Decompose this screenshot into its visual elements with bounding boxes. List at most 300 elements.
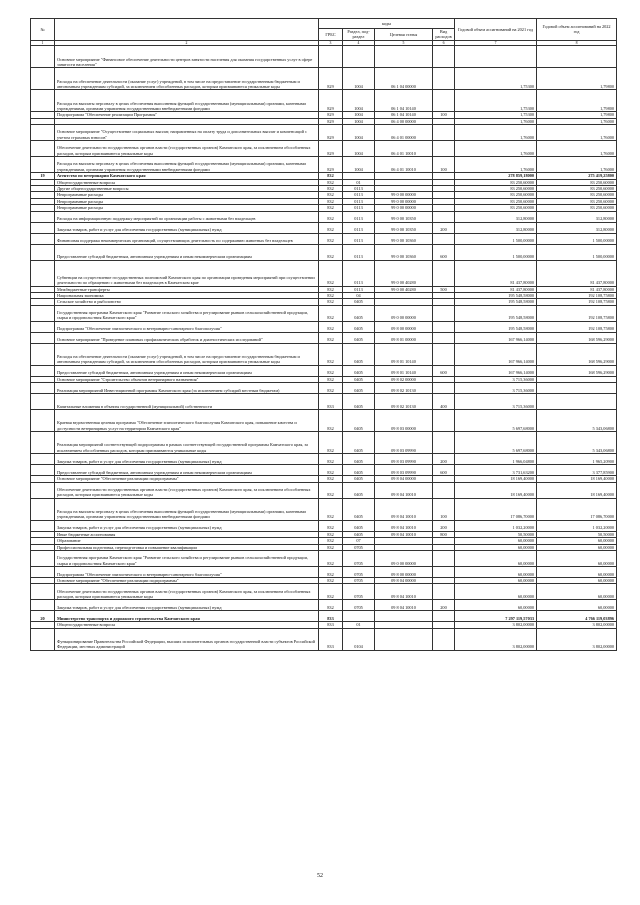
row-vid <box>433 233 455 244</box>
row-target: 99 0 00 10360 <box>375 233 433 244</box>
row-number <box>31 584 55 600</box>
table-row <box>31 498 617 520</box>
row-amount-2022: 5 343,06800 <box>537 432 617 454</box>
row-target: 06 4 00 00000 <box>375 118 433 124</box>
row-name: Закупка товаров, работ и услуг для обеспечения государственных (муниципальных) нужд <box>55 454 319 465</box>
header-target: Целевая статья <box>375 29 433 41</box>
row-razdel: 0113 <box>343 233 375 244</box>
row-number <box>31 90 55 112</box>
row-name: Обеспечение деятельности государственных органов власти (государственных органов) Камчатского края, за исключением обособленных расходов, которым присваиваются уникальные коды <box>55 141 319 157</box>
row-vid: 100 <box>433 157 455 173</box>
row-grbs: 829 <box>319 141 343 157</box>
row-amount-2021: 83 250,60000 <box>455 205 537 211</box>
row-razdel: 1004 <box>343 90 375 112</box>
row-name: Основное мероприятие "Обеспечение реализации подпрограммы" <box>55 577 319 583</box>
row-target: 99 0 00 10360 <box>375 244 433 260</box>
row-razdel: 0104 <box>343 628 375 650</box>
colnum-2: 2 <box>55 40 319 46</box>
table-row <box>31 260 617 286</box>
row-amount-2022: 312,80000 <box>537 222 617 233</box>
document-page <box>30 18 616 651</box>
row-target: 99 0 00 40280 <box>375 286 433 292</box>
row-amount-2021 <box>455 46 537 68</box>
row-target: 09 8 04 10010 <box>375 482 433 498</box>
row-grbs: 833 <box>319 394 343 410</box>
row-grbs: 833 <box>319 622 343 628</box>
row-number <box>31 498 55 520</box>
row-vid <box>433 321 455 332</box>
row-razdel: 0405 <box>343 299 375 305</box>
row-amount-2021: 1 032,20000 <box>455 520 537 531</box>
row-number: 19 <box>31 173 55 179</box>
row-name: Общегосударственные вопросы <box>55 179 319 185</box>
row-number <box>31 211 55 222</box>
row-grbs: 832 <box>319 198 343 204</box>
row-amount-2021: 17 086,70000 <box>455 498 537 520</box>
row-amount-2021: 1,76000 <box>455 125 537 141</box>
table-row <box>31 465 617 476</box>
row-name: Основное мероприятие "Финансовое обеспечение деятельности центров занятости населения для оказания государственных услуг в сфере занятости населения" <box>55 46 319 68</box>
page-number: 52 <box>317 873 323 879</box>
row-vid: 200 <box>433 222 455 233</box>
table-row <box>31 305 617 321</box>
table-row <box>31 383 617 394</box>
row-name: Основное мероприятие "Проведение плановых профилактических обработок и диагностических исследований" <box>55 332 319 343</box>
row-name: Расходы на обеспечение деятельности (оказание услуг) учреждений, в том числе на предоставление государственным бюджетным и автономным учреждениям субсидий, за исключением обособленных расходов, которым присваиваются уникальные коды <box>55 343 319 365</box>
row-amount-2021: 60,00000 <box>455 538 537 544</box>
row-name: Предоставление субсидий бюджетным, автономным учреждениям и иным некоммерческим организациям <box>55 465 319 476</box>
table-row <box>31 566 617 577</box>
row-number <box>31 454 55 465</box>
row-amount-2021: 5 697,68000 <box>455 410 537 432</box>
row-name: Общегосударственные вопросы <box>55 622 319 628</box>
row-target: 99 0 00 10350 <box>375 222 433 233</box>
row-number <box>31 343 55 365</box>
row-grbs: 832 <box>319 465 343 476</box>
row-number <box>31 482 55 498</box>
row-target: 09 8 01 10140 <box>375 365 433 376</box>
row-number <box>31 68 55 90</box>
row-amount-2022: 17 086,70000 <box>537 498 617 520</box>
row-target: 06 1 04 00000 <box>375 68 433 90</box>
row-amount-2022: 60,00000 <box>537 566 617 577</box>
row-vid <box>433 550 455 566</box>
row-target: 09 8 00 00000 <box>375 566 433 577</box>
row-amount-2021: 167 966,14000 <box>455 332 537 343</box>
row-razdel: 0705 <box>343 600 375 611</box>
row-amount-2021: 195 548,58000 <box>455 305 537 321</box>
row-number <box>31 157 55 173</box>
row-amount-2022: 192 108,75800 <box>537 321 617 332</box>
row-target: 09 8 02 10130 <box>375 383 433 394</box>
row-target <box>375 46 433 68</box>
table-row <box>31 611 617 622</box>
table-row <box>31 628 617 650</box>
row-vid: 100 <box>433 498 455 520</box>
row-name: Подпрограмма "Обеспечение эпизоотического и ветеринарно-санитарного благополучия" <box>55 566 319 577</box>
row-amount-2022: 1,76000 <box>537 125 617 141</box>
row-amount-2021: 3 802,00000 <box>455 622 537 628</box>
row-vid: 200 <box>433 520 455 531</box>
row-razdel: 0113 <box>343 222 375 233</box>
row-target: 09 8 00 00000 <box>375 321 433 332</box>
row-amount-2021: 312,80000 <box>455 211 537 222</box>
row-number <box>31 141 55 157</box>
row-amount-2021: 60,00000 <box>455 550 537 566</box>
row-target: 06 1 04 10140 <box>375 90 433 112</box>
row-target: 09 0 00 00000 <box>375 305 433 321</box>
row-name: Закупка товаров, работ и услуг для обеспечения государственных (муниципальных) нужд <box>55 222 319 233</box>
row-grbs: 832 <box>319 454 343 465</box>
row-number <box>31 222 55 233</box>
row-amount-2022: 18 169,40000 <box>537 476 617 482</box>
row-amount-2021: 81 437,80000 <box>455 260 537 286</box>
row-amount-2022: 83 250,60000 <box>537 198 617 204</box>
row-grbs: 832 <box>319 260 343 286</box>
row-grbs: 832 <box>319 293 343 299</box>
row-grbs: 832 <box>319 173 343 179</box>
budget-table <box>30 18 617 651</box>
row-number <box>31 432 55 454</box>
row-name: Реализация мероприятий соответствующей подпрограммы в рамках соответствующей государственной программы Камчатского края, за исключением обособленных расходов, которым присваиваются уникальные коды <box>55 432 319 454</box>
row-number <box>31 321 55 332</box>
row-vid: 800 <box>433 531 455 537</box>
row-name: Государственная программа Камчатского края "Развитие сельского хозяйства и регулирование рынков сельскохозяйственной продукции, сырья и продовольствия Камчатского края" <box>55 550 319 566</box>
row-vid <box>433 141 455 157</box>
table-row <box>31 410 617 432</box>
colnum-8: 8 <box>537 40 617 46</box>
row-razdel: 0405 <box>343 454 375 465</box>
row-amount-2022: 18 169,40000 <box>537 482 617 498</box>
row-grbs: 829 <box>319 157 343 173</box>
row-razdel: 0113 <box>343 192 375 198</box>
row-number <box>31 46 55 68</box>
row-name: Агентство по ветеринарии Камчатского края <box>55 173 319 179</box>
row-amount-2022: 81 437,80000 <box>537 286 617 292</box>
row-amount-2022: 4 766 119,03896 <box>537 611 617 622</box>
row-grbs: 829 <box>319 112 343 118</box>
row-target: 99 0 00 40280 <box>375 260 433 286</box>
row-amount-2022: 1,79800 <box>537 68 617 90</box>
table-row <box>31 343 617 365</box>
header-grbs: ГРБС <box>319 29 343 41</box>
row-name: Министерство транспорта и дорожного строительства Камчатского края <box>55 611 319 622</box>
row-amount-2022: 312,80000 <box>537 211 617 222</box>
row-vid <box>433 611 455 622</box>
row-razdel: 0405 <box>343 498 375 520</box>
row-amount-2021: 167 966,14000 <box>455 365 537 376</box>
row-vid <box>433 566 455 577</box>
row-amount-2021: 3 715,36000 <box>455 383 537 394</box>
row-name: Субвенции на осуществление государственных полномочий Камчатского края по организации проведения мероприятий при осуществлении деятельности по обращению с животными без владельцев в Камчатском крае <box>55 260 319 286</box>
row-razdel: 0113 <box>343 186 375 192</box>
row-name: Расходы на обеспечение деятельности (оказание услуг) учреждений, в том числе на предоставление государственным бюджетным и автономным учреждениям субсидий, за исключением обособленных расходов, которым присваиваются уникальные коды <box>55 68 319 90</box>
row-amount-2022: 1,76000 <box>537 141 617 157</box>
row-name: Расходы на информационную поддержку мероприятий по организации работы с животными без владельцев <box>55 211 319 222</box>
row-razdel: 0405 <box>343 365 375 376</box>
row-amount-2021: 1,76000 <box>455 157 537 173</box>
row-amount-2021: 1 500,00000 <box>455 244 537 260</box>
row-target: 06 4 01 00000 <box>375 125 433 141</box>
row-vid <box>433 125 455 141</box>
row-razdel: 0405 <box>343 476 375 482</box>
row-target: 99 0 00 00000 <box>375 192 433 198</box>
row-target: 06 4 01 10010 <box>375 157 433 173</box>
row-amount-2021: 195 548,58000 <box>455 293 537 299</box>
row-grbs: 832 <box>319 482 343 498</box>
row-grbs: 832 <box>319 476 343 482</box>
row-target: 09 8 04 10010 <box>375 600 433 611</box>
row-grbs: 832 <box>319 244 343 260</box>
row-vid <box>433 383 455 394</box>
header-codes: коды <box>319 19 455 29</box>
row-amount-2022: 1 500,00000 <box>537 233 617 244</box>
row-amount-2021: 3 715,36000 <box>455 394 537 410</box>
row-vid: 400 <box>433 394 455 410</box>
row-amount-2021: 60,00000 <box>455 566 537 577</box>
row-target: 09 8 04 00000 <box>375 577 433 583</box>
row-razdel: 0405 <box>343 432 375 454</box>
row-name: Закупка товаров, работ и услуг для обеспечения государственных (муниципальных) нужд <box>55 520 319 531</box>
row-amount-2021: 3 731,63200 <box>455 465 537 476</box>
row-name: Финансовая поддержка некоммерческих организаций, осуществляющих деятельность по содержанию животных без владельцев <box>55 233 319 244</box>
row-name: Реализация мероприятий Инвестиционной программы Камчатского края (за исключением субсидий местным бюджетам) <box>55 383 319 394</box>
row-razdel: 0113 <box>343 260 375 286</box>
row-name: Основное мероприятие "Обеспечение реализации подпрограммы" <box>55 476 319 482</box>
row-amount-2021: 1,76000 <box>455 118 537 124</box>
row-vid <box>433 68 455 90</box>
row-vid <box>433 46 455 68</box>
row-number <box>31 244 55 260</box>
row-grbs: 832 <box>319 205 343 211</box>
row-target: 99 0 00 00000 <box>375 205 433 211</box>
row-vid: 600 <box>433 365 455 376</box>
table-row <box>31 600 617 611</box>
row-amount-2021: 50,50000 <box>455 531 537 537</box>
row-target: 09 8 03 09990 <box>375 465 433 476</box>
row-name: Образование <box>55 538 319 544</box>
row-amount-2021: 83 250,60000 <box>455 186 537 192</box>
row-razdel: 01 <box>343 622 375 628</box>
header-2021: Годовой объем ассигнований на 2021 год <box>455 19 537 41</box>
table-row <box>31 550 617 566</box>
row-amount-2022: 60,00000 <box>537 584 617 600</box>
table-row <box>31 321 617 332</box>
table-row <box>31 157 617 173</box>
row-grbs: 832 <box>319 520 343 531</box>
row-razdel: 0113 <box>343 198 375 204</box>
row-name: Межбюджетные трансферты <box>55 286 319 292</box>
row-amount-2022 <box>537 383 617 394</box>
row-grbs: 832 <box>319 343 343 365</box>
table-row <box>31 584 617 600</box>
row-grbs: 829 <box>319 125 343 141</box>
row-razdel: 0705 <box>343 566 375 577</box>
row-razdel <box>343 46 375 68</box>
row-amount-2021: 18 169,40000 <box>455 482 537 498</box>
row-grbs: 832 <box>319 577 343 583</box>
row-name: Обеспечение деятельности государственных органов власти (государственных органов) Камчатского края, за исключением обособленных расходов, которым присваиваются уникальные коды <box>55 584 319 600</box>
row-target: 09 8 03 09990 <box>375 454 433 465</box>
row-amount-2021: 3 802,00000 <box>455 628 537 650</box>
row-amount-2022: 1,79800 <box>537 90 617 112</box>
table-row <box>31 482 617 498</box>
row-grbs: 832 <box>319 432 343 454</box>
row-name: Расходы на выплаты персоналу в целях обеспечения выполнения функций государственными (муниципальными) органами, казенными учреждениями, органами управления государственными внебюджетными фондами <box>55 498 319 520</box>
row-number <box>31 410 55 432</box>
row-amount-2022: 1 965,20900 <box>537 454 617 465</box>
row-target: 06 4 01 10010 <box>375 141 433 157</box>
row-vid: 100 <box>433 112 455 118</box>
row-vid: 200 <box>433 454 455 465</box>
row-grbs: 832 <box>319 566 343 577</box>
colnum-6: 6 <box>433 40 455 46</box>
row-target: 09 8 01 00000 <box>375 332 433 343</box>
row-amount-2022: 168 596,29000 <box>537 343 617 365</box>
row-amount-2021: 83 250,60000 <box>455 179 537 185</box>
row-grbs: 829 <box>319 90 343 112</box>
row-amount-2021: 195 548,58000 <box>455 299 537 305</box>
row-target: 09 8 02 00000 <box>375 376 433 382</box>
row-grbs: 832 <box>319 531 343 537</box>
row-target <box>375 628 433 650</box>
row-amount-2021: 1,75300 <box>455 90 537 112</box>
row-name: Функционирование Правительства Российской Федерации, высших исполнительных органов государственной власти субъектов Российской Федерации, местных администраций <box>55 628 319 650</box>
row-razdel: 07 <box>343 538 375 544</box>
row-name: Основное мероприятие "Строительство объектов ветеринарного назначения" <box>55 376 319 382</box>
row-vid <box>433 305 455 321</box>
row-razdel: 0705 <box>343 584 375 600</box>
row-amount-2022: 168 596,29000 <box>537 332 617 343</box>
row-name: Сельское хозяйство и рыболовство <box>55 299 319 305</box>
row-razdel: 0405 <box>343 520 375 531</box>
row-amount-2022: 50,50000 <box>537 531 617 537</box>
row-razdel: 1004 <box>343 112 375 118</box>
row-target: 99 0 00 00000 <box>375 198 433 204</box>
header-vid: Вид расходов <box>433 29 455 41</box>
row-grbs: 832 <box>319 538 343 544</box>
row-grbs: 832 <box>319 332 343 343</box>
row-razdel: 1004 <box>343 118 375 124</box>
row-amount-2021: 60,00000 <box>455 584 537 600</box>
table-row <box>31 454 617 465</box>
row-amount-2022: 83 250,60000 <box>537 186 617 192</box>
row-razdel: 0705 <box>343 577 375 583</box>
row-amount-2021: 83 250,60000 <box>455 192 537 198</box>
row-vid: 500 <box>433 286 455 292</box>
row-amount-2021: 195 548,58000 <box>455 321 537 332</box>
row-grbs: 832 <box>319 305 343 321</box>
row-amount-2021: 60,00000 <box>455 544 537 550</box>
table-row <box>31 125 617 141</box>
table-row <box>31 332 617 343</box>
row-number <box>31 305 55 321</box>
row-amount-2021: 60,00000 <box>455 577 537 583</box>
row-amount-2022: 60,00000 <box>537 544 617 550</box>
row-grbs: 829 <box>319 118 343 124</box>
row-target: 09 8 04 10010 <box>375 498 433 520</box>
row-amount-2022: 168 596,29000 <box>537 365 617 376</box>
row-razdel: 0113 <box>343 244 375 260</box>
row-amount-2022: 83 250,60000 <box>537 179 617 185</box>
row-name: Расходы на выплаты персоналу в целях обеспечения выполнения функций государственными (муниципальными) органами, казенными учреждениями, органами управления государственными внебюджетными фондами <box>55 90 319 112</box>
row-razdel: 0405 <box>343 332 375 343</box>
row-vid <box>433 332 455 343</box>
row-razdel: 1004 <box>343 141 375 157</box>
row-amount-2021: 18 169,40000 <box>455 476 537 482</box>
row-amount-2022 <box>537 394 617 410</box>
row-amount-2022: 83 250,60000 <box>537 205 617 211</box>
row-razdel: 0705 <box>343 544 375 550</box>
table-row <box>31 432 617 454</box>
row-vid <box>433 410 455 432</box>
row-name: Непрограммные расходы <box>55 205 319 211</box>
row-razdel: 0705 <box>343 550 375 566</box>
row-vid <box>433 432 455 454</box>
row-amount-2021: 3 715,36000 <box>455 376 537 382</box>
row-target: 09 8 04 10010 <box>375 520 433 531</box>
row-name: Непрограммные расходы <box>55 192 319 198</box>
row-razdel: 0405 <box>343 376 375 382</box>
row-name: Краевая ведомственная целевая программа "Обеспечение эпизоотического благополучия Камчатского края, повышение качества и доступности ветеринарных услуг на территории Камчатского края" <box>55 410 319 432</box>
row-vid <box>433 628 455 650</box>
row-number <box>31 394 55 410</box>
row-razdel: 01 <box>343 179 375 185</box>
table-row <box>31 46 617 68</box>
row-name: Предоставление субсидий бюджетным, автономным учреждениям и иным некоммерческим организациям <box>55 244 319 260</box>
row-target: 09 8 04 00000 <box>375 476 433 482</box>
colnum-1: 1 <box>31 40 55 46</box>
row-vid <box>433 584 455 600</box>
table-row <box>31 90 617 112</box>
row-name: Другие общегосударственные вопросы <box>55 186 319 192</box>
row-target: 09 8 04 10010 <box>375 531 433 537</box>
header-razdel: Раздел, под-раздел <box>343 29 375 41</box>
row-amount-2022: 3 802,00000 <box>537 628 617 650</box>
row-amount-2022: 1,76000 <box>537 157 617 173</box>
row-grbs: 832 <box>319 179 343 185</box>
row-amount-2021: 167 966,14000 <box>455 343 537 365</box>
row-target: 06 1 04 10140 <box>375 112 433 118</box>
row-target <box>375 611 433 622</box>
row-amount-2022: 275 419,25800 <box>537 173 617 179</box>
row-amount-2021: 1,76000 <box>455 141 537 157</box>
row-razdel: 0405 <box>343 482 375 498</box>
row-grbs: 833 <box>319 628 343 650</box>
row-amount-2021: 1,75300 <box>455 112 537 118</box>
row-razdel: 1004 <box>343 125 375 141</box>
row-razdel: 0405 <box>343 321 375 332</box>
row-target: 09 8 03 09990 <box>375 432 433 454</box>
row-grbs: 833 <box>319 611 343 622</box>
row-grbs: 832 <box>319 233 343 244</box>
row-razdel: 0113 <box>343 286 375 292</box>
row-razdel: 0405 <box>343 305 375 321</box>
row-amount-2022: 1 500,00000 <box>537 244 617 260</box>
row-amount-2021: 7 297 119,57033 <box>455 611 537 622</box>
row-number <box>31 520 55 531</box>
row-vid <box>433 343 455 365</box>
row-amount-2022: 3 802,00000 <box>537 622 617 628</box>
row-grbs: 832 <box>319 286 343 292</box>
table-row <box>31 141 617 157</box>
row-target: 99 0 00 10350 <box>375 211 433 222</box>
colnum-3: 3 <box>319 40 343 46</box>
row-razdel: 0405 <box>343 383 375 394</box>
table-row <box>31 520 617 531</box>
row-grbs: 832 <box>319 410 343 432</box>
row-amount-2022: 60,00000 <box>537 550 617 566</box>
